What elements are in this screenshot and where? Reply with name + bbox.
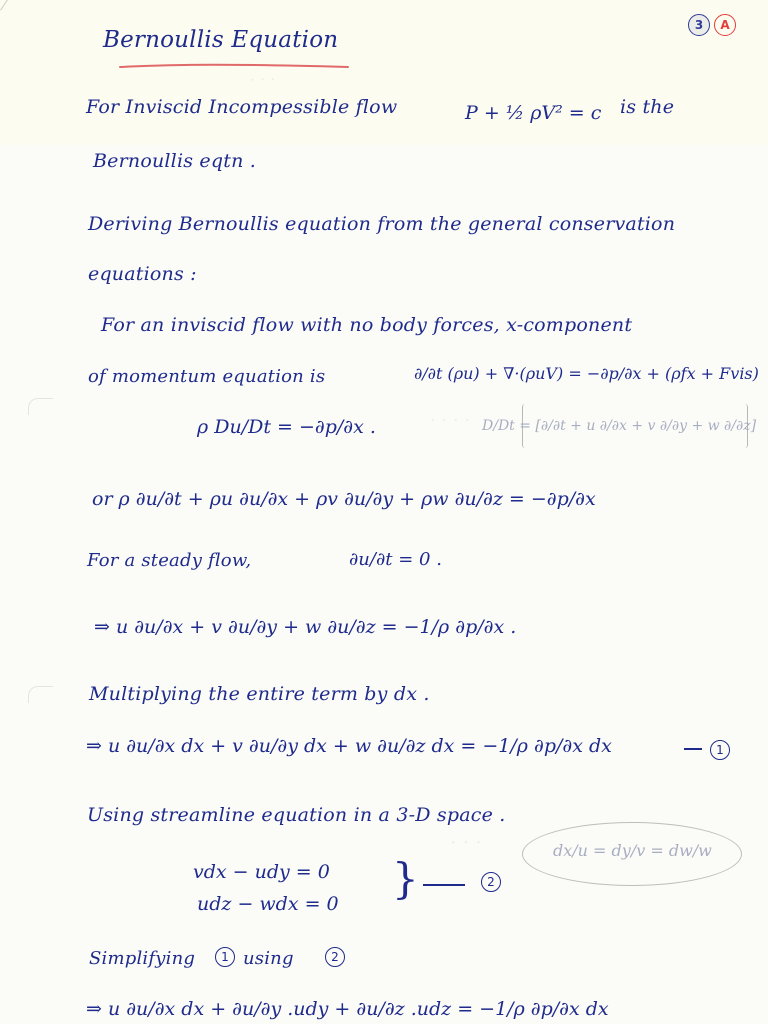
streamline-note: dx/u = dy/v = dw/w: [553, 841, 712, 860]
faint-margin-mark: [28, 398, 53, 415]
steady-flow-result: ⇒ u ∂u/∂x + v ∂u/∂y + w ∂u/∂z = −1/ρ ∂p/∂x .: [94, 616, 517, 638]
right-brace: }: [392, 854, 419, 903]
multiplied-formula: ⇒ u ∂u/∂x dx + v ∂u/∂y dx + w ∂u/∂z dx = −1/ρ ∂p/∂x dx: [86, 735, 612, 757]
bleed-through-text: · · ·: [249, 69, 276, 90]
material-derivative-formula: ρ Du/Dt = −∂p/∂x .: [197, 416, 376, 438]
equation-marker-2: 2: [481, 872, 501, 892]
bernoulli-eqtn-label: Bernoullis eqtn .: [93, 150, 256, 172]
derivation-heading-cont: equations :: [88, 263, 197, 285]
material-derivative-note: D/Dt = [∂/∂t + u ∂/∂x + v ∂/∂y + w ∂/∂z]: [482, 418, 757, 434]
page-number-badge: 3: [688, 14, 710, 36]
multiplying-line: Multiplying the entire term by dx .: [89, 683, 430, 705]
assumption-line: For an inviscid flow with no body forces, x-component: [101, 314, 633, 336]
page-badges: [688, 14, 736, 36]
bleed-through-text: · · · ·: [430, 410, 471, 431]
momentum-formula: ∂/∂t (ρu) + ∇·(ρuV) = −∂p/∂x + (ρfx + Fvis): [414, 364, 759, 383]
final-derivation-formula: ⇒ u ∂u/∂x dx + ∂u/∂y .udy + ∂u/∂z .udz = −1/ρ ∂p/∂x dx: [86, 998, 609, 1020]
expanded-momentum-formula: or ρ ∂u/∂t + ρu ∂u/∂x + ρv ∂u/∂y + ρw ∂u/∂z = −∂p/∂x: [92, 488, 596, 510]
streamline-eq-1: vdx − udy = 0: [193, 861, 330, 883]
simplifying-marker-2: 2: [325, 947, 345, 967]
bleed-through-text: · · ·: [450, 830, 482, 854]
page-title: Bernoullis Equation: [103, 27, 339, 53]
steady-flow-formula: ∂u/∂t = 0 .: [349, 549, 442, 570]
faint-margin-mark: [28, 686, 53, 703]
title-underline: [118, 63, 350, 70]
equation-marker-1: 1: [710, 740, 730, 760]
equation-arrow-line: [684, 748, 702, 750]
streamline-eq-2: udz − wdx = 0: [197, 893, 339, 915]
streamline-arrow-line: [423, 884, 465, 886]
steady-flow-label: For a steady flow,: [87, 550, 252, 571]
intro-tail: is the: [620, 96, 675, 118]
streamline-heading: Using streamline equation in a 3-D space .: [87, 804, 506, 826]
corner-pen-mark: [0, 0, 34, 22]
simplifying-label: Simplifying: [89, 948, 196, 969]
bernoulli-formula: P + ½ ρV² = c: [465, 102, 602, 124]
section-badge: A: [714, 14, 736, 36]
simplifying-marker-1: 1: [215, 947, 235, 967]
derivation-heading: Deriving Bernoullis equation from the general conservation: [88, 213, 676, 235]
simplifying-using-label: using: [243, 948, 294, 969]
intro-line: For Inviscid Incompessible flow: [86, 96, 398, 118]
momentum-label: of momentum equation is: [88, 366, 326, 387]
